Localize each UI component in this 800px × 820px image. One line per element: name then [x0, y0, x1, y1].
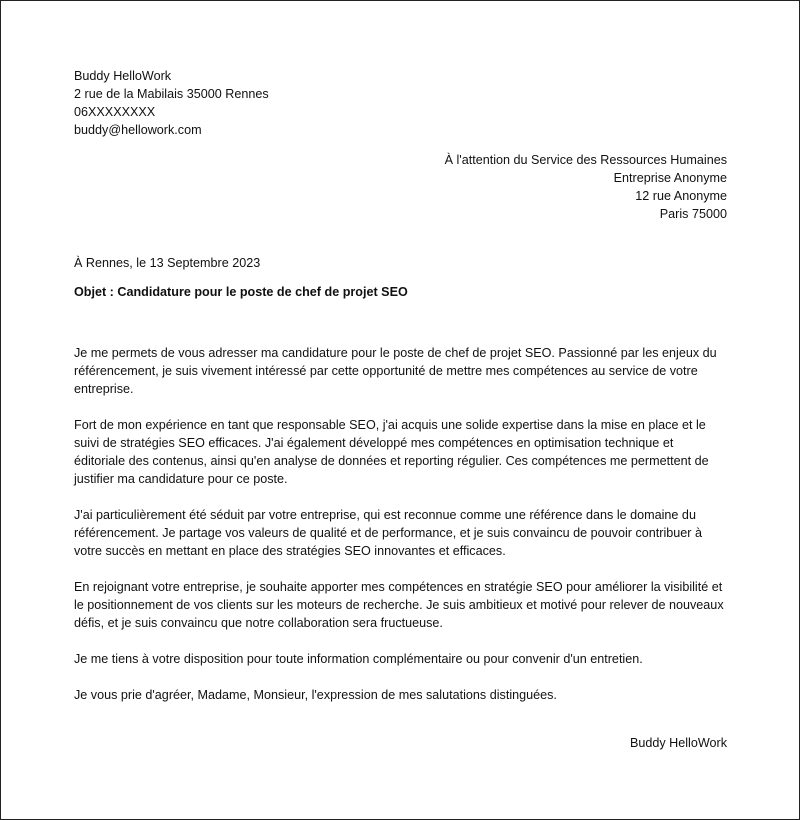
sender-name: Buddy HelloWork — [74, 69, 172, 83]
closing-paragraph: Je vous prie d'agréer, Madame, Monsieur, l'expression de mes salutations distinguées. — [74, 688, 557, 702]
signature: Buddy HelloWork — [629, 736, 727, 750]
recipient-city: Paris 75000 — [659, 207, 727, 221]
body-paragraph: Fort de mon expérience en tant que responsable SEO, j'ai acquis une solide expertise dans la mise en place et le suivi de stratégies SEO efficaces. J'ai également développé mes compétences en optimisation technique et éditoriale des contenus, ainsi qu'en analyse de données et reporting régulier. Ces compétences me permettent de justifier ma candidature pour ce poste. — [74, 418, 709, 486]
sender-address: 2 rue de la Mabilais 35000 Rennes — [74, 87, 269, 101]
letter-body — [74, 344, 727, 704]
body-paragraph: Je me tiens à votre disposition pour toute information complémentaire ou pour convenir d'un entretien. — [74, 652, 643, 666]
body-paragraph: En rejoignant votre entreprise, je souhaite apporter mes compétences en stratégie SEO pour améliorer la visibilité et le positionnement de vos clients sur les moteurs de recherche. Je suis ambitieux et motivé pour relever de nouveaux défis, et je suis convaincu que notre collaboration sera fructueuse. — [74, 580, 724, 630]
date-line: À Rennes, le 13 Septembre 2023 — [74, 256, 261, 270]
sender-email: buddy@hellowork.com — [74, 123, 202, 137]
recipient-company: Entreprise Anonyme — [613, 171, 727, 185]
recipient-attention: À l'attention du Service des Ressources Humaines — [444, 153, 727, 167]
sender-phone: 06XXXXXXXX — [74, 105, 156, 119]
subject-line: Objet : Candidature pour le poste de chef de projet SEO — [74, 285, 408, 299]
recipient-block — [74, 151, 727, 223]
body-paragraph: Je me permets de vous adresser ma candidature pour le poste de chef de projet SEO. Passionné par les enjeux du référencement, je suis vivement intéressé par cette opportunité de mettre mes compétences au service de votre entreprise. — [74, 346, 717, 396]
recipient-street: 12 rue Anonyme — [635, 189, 727, 203]
body-paragraph: J'ai particulièrement été séduit par votre entreprise, qui est reconnue comme une référence dans le domaine du référencement. Je partage vos valeurs de qualité et de performance, et je suis convaincu de pouvoir contribuer à votre succès en mettant en place des stratégies SEO innovantes et efficaces. — [74, 508, 702, 558]
letter-content — [74, 67, 727, 752]
sender-block — [74, 67, 727, 139]
